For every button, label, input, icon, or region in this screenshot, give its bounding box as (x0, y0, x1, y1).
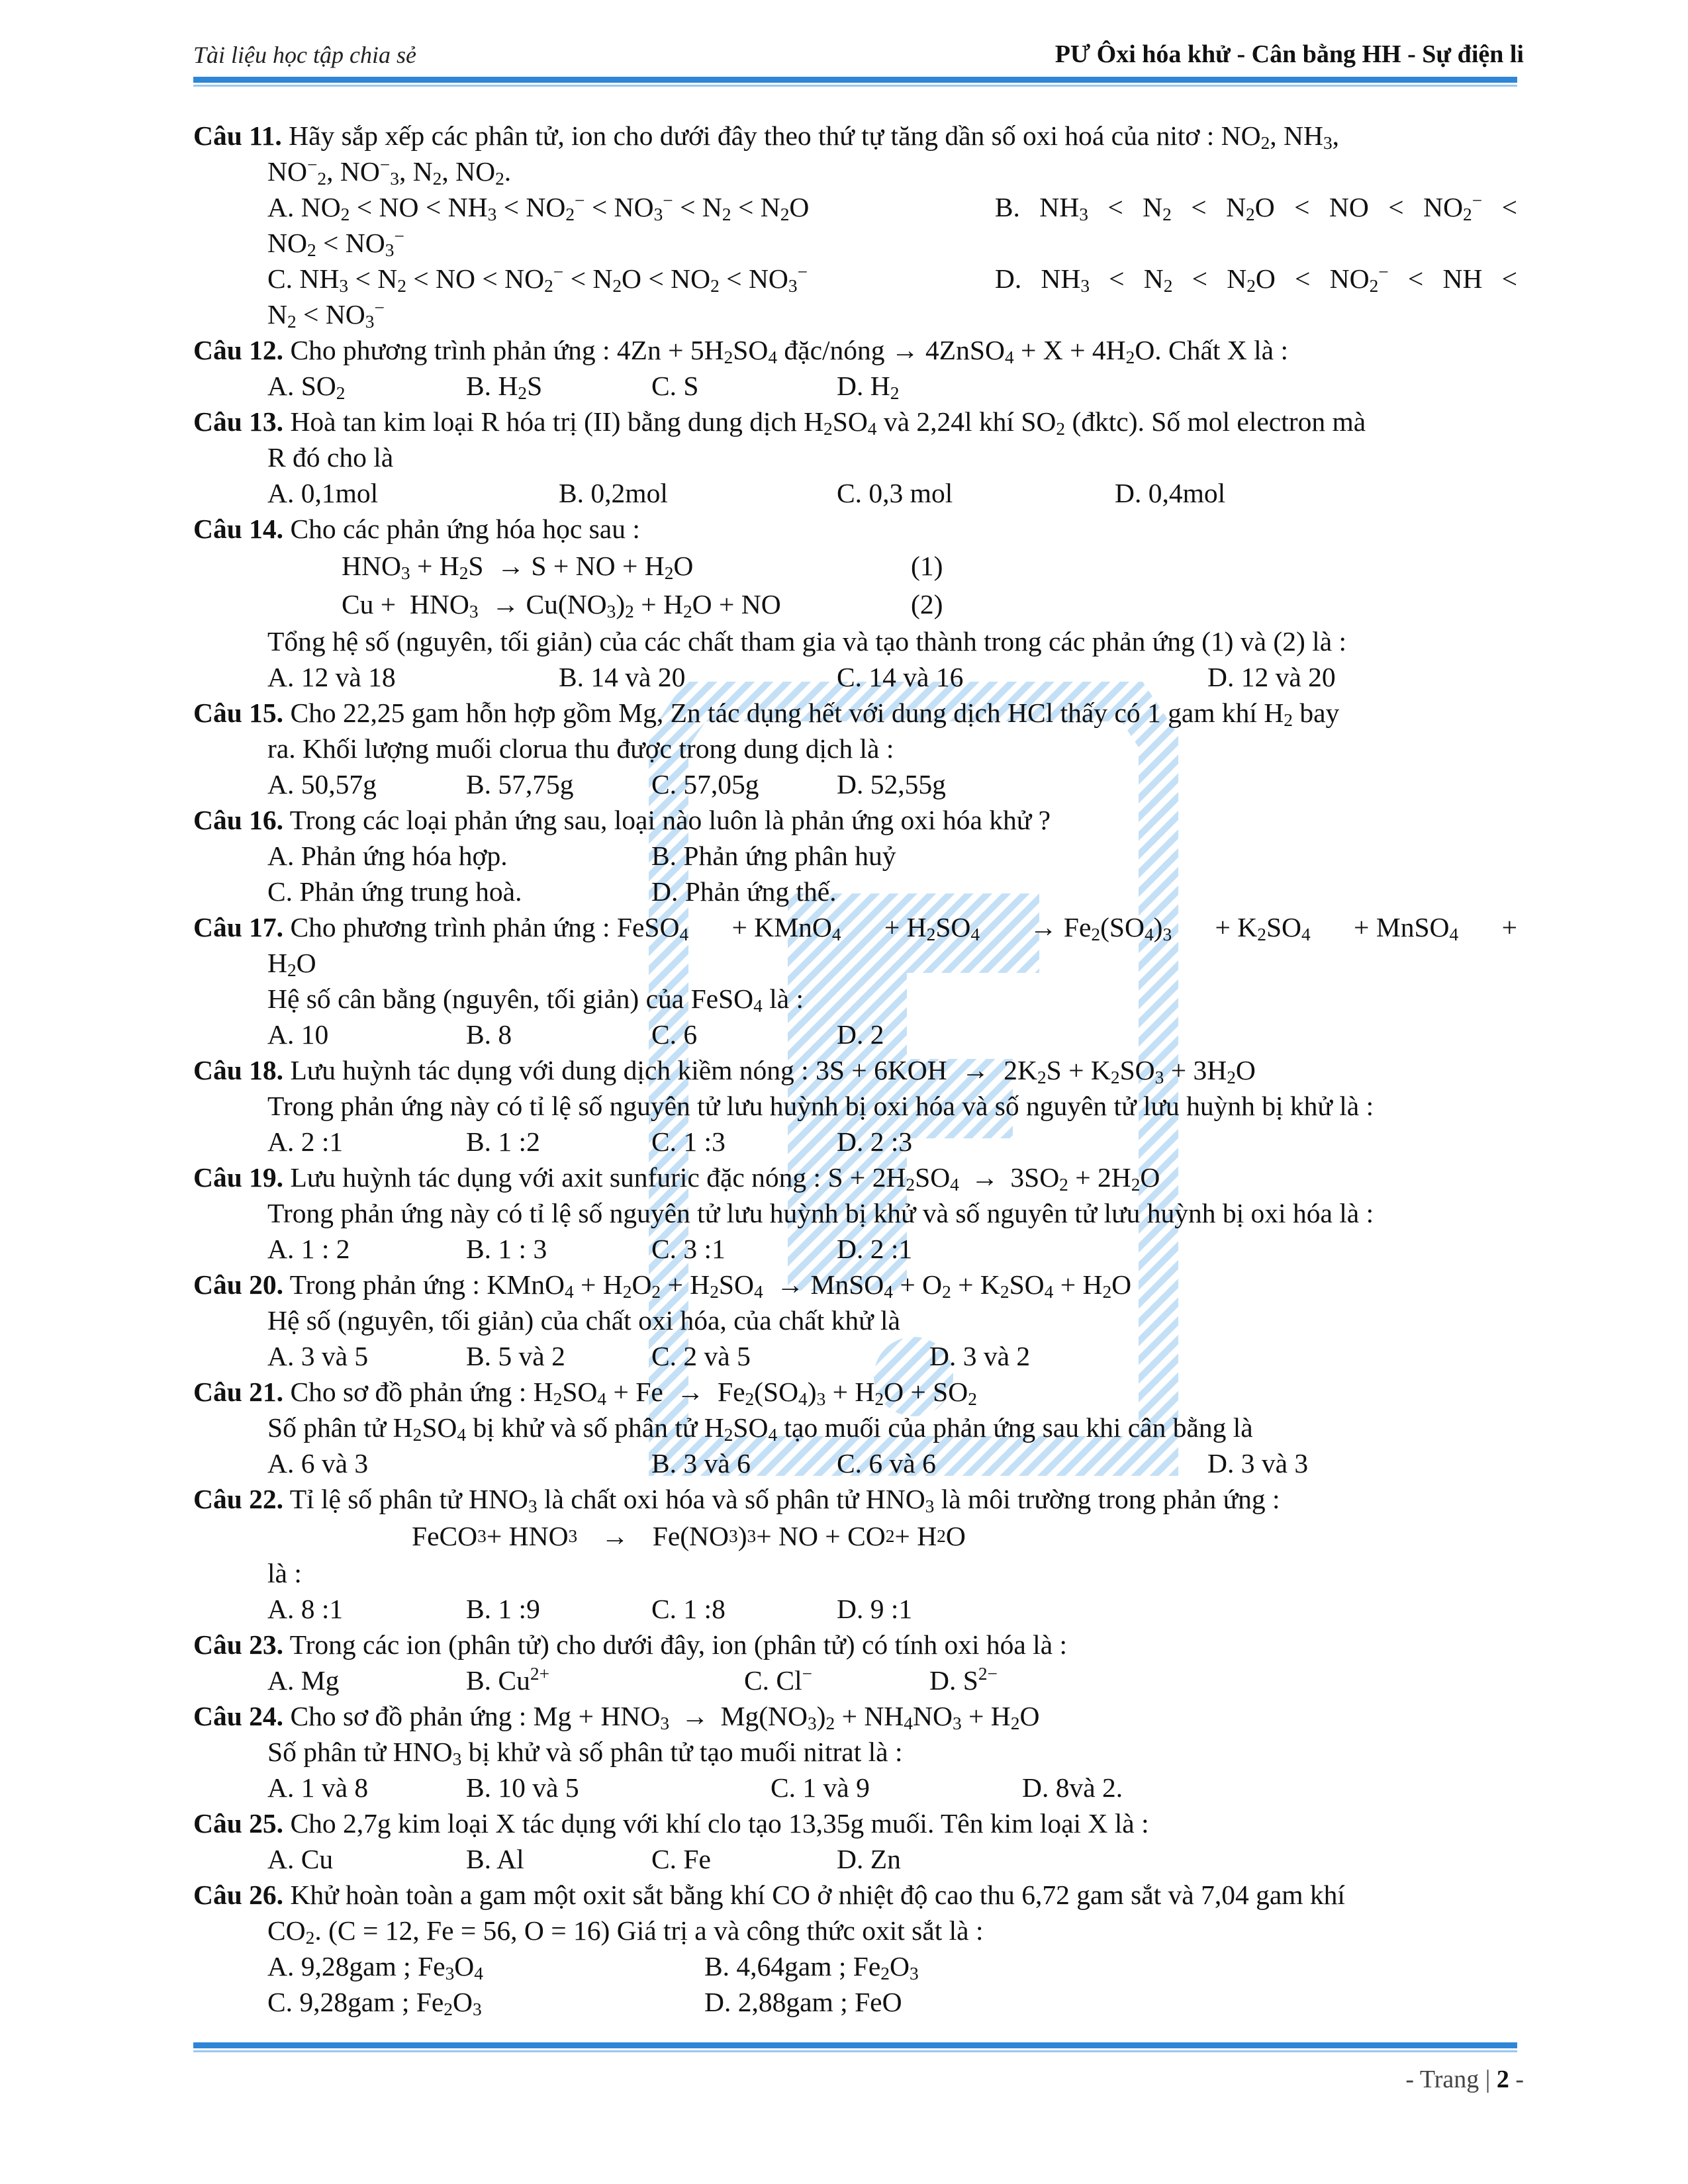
option-d[interactable]: D. 52,55g (837, 769, 946, 799)
option-b[interactable]: B. $Cu^{2+}$ (466, 1663, 550, 1696)
option-c[interactable]: C. 57,05g (651, 769, 759, 799)
option-b[interactable]: B. 3 và 6 (651, 1448, 751, 1479)
option-a[interactable]: A. 10 (267, 1019, 329, 1050)
question-stem: Câu 16. Trong các loại phản ứng sau, loại nào luôn là phản ứng oxi hóa khử ? (193, 805, 1051, 835)
question-19: Câu 19. Lưu huỳnh tác dụng với axit sunfuric đặc nóng : $S + 2H_2SO_4 \to 3SO_2 + 2H_2O$ Trong phản ứng này có tỉ lệ số nguyên tử lưu huỳnh bị khử và số nguyên tử lưu huỳnh bị oxi hóa là : A. 1 : 2 B. 1 : 3 C. 3 :1 D. 2 :1 (193, 1160, 1517, 1267)
option-b[interactable]: B. 1 :9 (466, 1594, 540, 1624)
options (193, 1948, 1517, 1984)
option-a[interactable]: A. 0,1mol (267, 478, 379, 508)
options (193, 838, 1517, 874)
question-number: Câu 20. (193, 1269, 284, 1300)
option-a[interactable]: A. Phản ứng hóa hợp. (267, 841, 508, 871)
options (193, 1770, 1517, 1805)
question-23 (193, 1627, 1517, 1698)
option-a[interactable]: A. Cu (267, 1844, 334, 1874)
options (193, 1841, 1517, 1877)
reaction-1: $HNO_3 + H_2S \to S$ + NO + $H_2O$ (1) (342, 551, 943, 584)
option-d[interactable]: D. $H_2$ (837, 371, 900, 404)
option-a[interactable]: A. 50,57g (267, 769, 377, 799)
option-d[interactable]: D. Phản ứng thế. (651, 876, 837, 907)
question-stem: Câu 11. Hãy sắp xếp các phân tử, ion cho dưới đây theo thứ tự tăng dần số oxi hoá của nitơ : $NO_2$, $NH_3$, (193, 120, 1340, 154)
question-stem: Câu 26. Khử hoàn toàn a gam một oxit sắt bằng khí CO ở nhiệt độ cao thu 6,72 gam sắt và 7,04 gam khí (193, 1880, 1345, 1910)
question-stem: Câu 23. Trong các ion (phân tử) cho dưới đây, ion (phân tử) có tính oxi hóa là : (193, 1629, 1068, 1660)
question-number: Câu 19. (193, 1162, 284, 1193)
option-a[interactable]: A. $SO_2$ (267, 371, 346, 404)
question-14: Câu 14. Cho các phản ứng hóa học sau : $HNO_3 + H_2S \to S$ + NO + $H_2O$ (1) $Cu + HNO_3 \to Cu(NO_3)_2 + H_2O$ + NO (2) Tổng hệ số (nguyên, tối giản) của các chất tham gia và tạo thành trong các phản ứng (1) và (2) là : A. 12 và 18 B. 14 và 20 C. 14 và 16 D. 12 và 20 (193, 511, 1517, 695)
option-b[interactable]: B. 4,64gam ; $Fe_2O_3$ (704, 1951, 919, 1984)
option-c[interactable]: C. 1 và 9 (771, 1772, 870, 1803)
option-c[interactable]: C. 1 :8 (651, 1594, 726, 1624)
reaction-2: $Cu + HNO_3 \to Cu(NO_3)_2 + H_2O$ + NO (2) (342, 589, 943, 622)
header-left: Tài liệu học tập chia sẻ (193, 42, 416, 68)
option-a[interactable]: A. 12 và 18 (267, 662, 396, 692)
options (193, 766, 1517, 802)
options (193, 1017, 1517, 1052)
option-c[interactable]: C. 6 (651, 1019, 698, 1050)
option-c[interactable]: C. S (651, 371, 699, 401)
question-21: Câu 21. Cho sơ đồ phản ứng : $H_2SO_4 + Fe \to Fe_2(SO_4)_3 + H_2O + SO_2$ Số phân tử $H_2SO_4$ bị khử và số phân tử $H_2SO_4$ tạo muối của phản ứng sau khi cân bằng là A. 6 và 3 B. 3 và 6 C. 6 và 6 D. 3 và 3 (193, 1374, 1517, 1481)
question-number: Câu 11. (193, 120, 282, 151)
question-number: Câu 23. (193, 1629, 284, 1660)
arrow-icon: → (677, 1377, 704, 1407)
question-stem: Câu 21. Cho sơ đồ phản ứng : $H_2SO_4 + Fe \to Fe_2(SO_4)_3 + H_2O + SO_2$ (193, 1377, 977, 1410)
option-a[interactable]: A. 3 và 5 (267, 1341, 369, 1371)
option-a[interactable]: A. 6 và 3 (267, 1448, 369, 1479)
option-d[interactable]: D. 0,4mol (1115, 478, 1226, 508)
option-a[interactable]: A. 1 và 8 (267, 1772, 369, 1803)
page-number: 2 (1496, 2066, 1509, 2093)
question-number: Câu 22. (193, 1484, 284, 1514)
option-d[interactable]: D. 12 và 20 (1207, 662, 1336, 692)
option-b[interactable]: B. 0,2mol (559, 478, 668, 508)
question-20: Câu 20. Trong phản ứng : KMnO$_4$ + $H_2O_2 + H_2SO_4$ → MnSO$_4$ + $O_2 + K_2SO_4 + H_2O$ Hệ số (nguyên, tối giản) của chất oxi hóa, của chất khử là A. 3 và 5 B. 5 và 2 C. 2 và 5 D. 3 và 2 (193, 1267, 1517, 1374)
option-d[interactable]: D. $S^{2-}$ (929, 1663, 998, 1696)
option-a[interactable]: A. 2 :1 (267, 1126, 344, 1157)
question-stem: Câu 17. Cho phương trình phản ứng : FeSO$_4$ + KMnO$_4$ + $H_2SO_4$ → $Fe_2(SO_4)_3$ + $K_2SO_4$ + MnSO$_4$ + (193, 912, 1517, 945)
options (193, 1338, 1517, 1374)
question-stem: Câu 19. Lưu huỳnh tác dụng với axit sunfuric đặc nóng : $S + 2H_2SO_4 \to 3SO_2 + 2H_2O$ (193, 1162, 1160, 1195)
options (193, 1445, 1517, 1481)
header-right: PƯ Ôxi hóa khử - Cân bằng HH - Sự điện li (1055, 40, 1524, 68)
option-d[interactable]: D. 3 và 2 (929, 1341, 1031, 1371)
option-b[interactable]: B. 5 và 2 (466, 1341, 565, 1371)
option-d[interactable]: D. Zn (837, 1844, 901, 1874)
options (193, 475, 1517, 511)
options (193, 1662, 1517, 1698)
option-d[interactable]: D. 2 (837, 1019, 884, 1050)
option-c[interactable]: C. 0,3 mol (837, 478, 953, 508)
option-b[interactable]: B. Phản ứng phân huỷ (651, 841, 896, 871)
question-24: Câu 24. Cho sơ đồ phản ứng : $Mg + HNO_3 \to Mg(NO_3)_2 + NH_4NO_3 + H_2O$ Số phân tử $HNO_3$ bị khử và số phân tử tạo muối nitrat là : A. 1 và 8 B. 10 và 5 C. 1 và 9 D. 8và 2. (193, 1698, 1517, 1805)
option-a[interactable]: A. Mg (267, 1665, 340, 1696)
question-stem: Câu 15. Cho 22,25 gam hỗn hợp gồm Mg, Zn tác dụng hết với dung dịch HCl thấy có 1 gam khí $H_2$ bay (193, 698, 1340, 731)
option-d[interactable]: D. 9 :1 (837, 1594, 913, 1624)
option-c[interactable]: C. 14 và 16 (837, 662, 964, 692)
question-stem: Câu 13. Hoà tan kim loại R hóa trị (II) bằng dung dịch $H_2SO_4$ và 2,24l khí $SO_2$ (đktc). Số mol electron mà (193, 406, 1366, 439)
arrow-icon: → (601, 1521, 629, 1551)
arrow-icon: → (496, 551, 525, 581)
question-25 (193, 1805, 1517, 1877)
question-number: Câu 13. (193, 406, 284, 437)
question-15: Câu 15. Cho 22,25 gam hỗn hợp gồm Mg, Zn tác dụng hết với dung dịch HCl thấy có 1 gam khí $H_2$ bay ra. Khối lượng muối clorua thu được trong dung dịch là : A. 50,57g B. 57,75g C. 57,05g D. 52,55g (193, 695, 1517, 802)
option-b[interactable]: B. $H_2S$ (466, 371, 543, 404)
option-d[interactable]: D. 3 và 3 (1207, 1448, 1309, 1479)
question-stem: Câu 12. Cho phương trình phản ứng : $4Zn + 5H_2SO_4$ đặc/nóng → 4ZnSO$_4$ + $X + 4H_2O$. Chất X là : (193, 335, 1289, 368)
arrow-icon: → (961, 1055, 990, 1085)
question-number: Câu 15. (193, 698, 284, 728)
options (193, 874, 1517, 909)
option-b[interactable]: B. 14 và 20 (559, 662, 686, 692)
option-a[interactable]: A. 8 :1 (267, 1594, 344, 1624)
arrow-icon: → (891, 335, 919, 365)
question-13: Câu 13. Hoà tan kim loại R hóa trị (II) bằng dung dịch $H_2SO_4$ và 2,24l khí $SO_2$ (đktc). Số mol electron mà R đó cho là A. 0,1mol B. 0,2mol C. 0,3 mol D. 0,4mol (193, 404, 1517, 511)
question-22: Câu 22. Tỉ lệ số phân tử $HNO_3$ là chất oxi hóa và số phân tử $HNO_3$ là môi trường trong phản ứng : FeCO 3 + HNO 3 → Fe(NO 3 ) 3 + NO + CO 2 + H 2 O là : A. 8 :1 B. 1 :9 C. 1 :8 D. 9 :1 (193, 1481, 1517, 1627)
question-number: Câu 14. (193, 514, 284, 544)
header-rule (193, 77, 1517, 83)
question-number: Câu 17. (193, 912, 284, 942)
question-stem: Câu 24. Cho sơ đồ phản ứng : $Mg + HNO_3 \to Mg(NO_3)_2 + NH_4NO_3 + H_2O$ (193, 1701, 1040, 1734)
question-16 (193, 802, 1517, 909)
option-d[interactable]: D. 8và 2. (1022, 1772, 1123, 1803)
question-stem: Câu 22. Tỉ lệ số phân tử $HNO_3$ là chất oxi hóa và số phân tử $HNO_3$ là môi trường trong phản ứng : (193, 1484, 1280, 1517)
question-26: Câu 26. Khử hoàn toàn a gam một oxit sắt bằng khí CO ở nhiệt độ cao thu 6,72 gam sắt và 7,04 gam khí $CO_2$. (C = 12, Fe = 56, O = 16) Giá trị a và công thức oxit sắt là : A. 9,28gam ; $Fe_3O_4$ B. 4,64gam ; $Fe_2O_3$ C. 9,28gam ; $Fe_2O_3$ D. 2,88gam ; FeO (193, 1877, 1517, 2020)
option-c[interactable]: C. 6 và 6 (837, 1448, 936, 1479)
option-d[interactable]: D. 2 :1 (837, 1234, 913, 1264)
arrow-icon: → (681, 1701, 709, 1731)
question-18: Câu 18. Lưu huỳnh tác dụng với dung dịch kiềm nóng : $3S + 6KOH \to 2K_2S + K_2SO_3 + 3H_2O$ Trong phản ứng này có tỉ lệ số nguyên tử lưu huỳnh bị oxi hóa và số nguyên tử lưu huỳnh bị khử là : A. 2 :1 B. 1 :2 C. 1 :3 D. 2 :3 (193, 1052, 1517, 1160)
question-list (193, 118, 1517, 2020)
question-stem: Câu 14. Cho các phản ứng hóa học sau : (193, 514, 640, 544)
option-c[interactable]: C. Cl− (744, 1663, 813, 1696)
question-number: Câu 21. (193, 1377, 284, 1407)
option-c[interactable]: C. Phản ứng trung hoà. (267, 876, 522, 907)
option-b[interactable]: B. 57,75g (466, 769, 574, 799)
footer-rule (193, 2042, 1517, 2048)
question-stem: Câu 25. Cho 2,7g kim loại X tác dụng với khí clo tạo 13,35g muối. Tên kim loại X là : (193, 1808, 1149, 1839)
question-stem: Câu 20. Trong phản ứng : KMnO$_4$ + $H_2O_2 + H_2SO_4$ → MnSO$_4$ + $O_2 + K_2SO_4 + H_2O$ (193, 1269, 1132, 1302)
option-d[interactable]: D. 2,88gam ; FeO (704, 1987, 902, 2017)
options (193, 1124, 1517, 1160)
question-number: Câu 18. (193, 1055, 284, 1085)
question-stem: Câu 18. Lưu huỳnh tác dụng với dung dịch kiềm nóng : $3S + 6KOH \to 2K_2S + K_2SO_3 + 3H_2O$ (193, 1055, 1256, 1088)
question-number: Câu 26. (193, 1880, 284, 1910)
question-number: Câu 25. (193, 1808, 284, 1839)
option-b[interactable]: B. $NH_3 < N_2 < N_2O$ < NO < $NO_2^-$ < (994, 190, 1518, 225)
question-number: Câu 12. (193, 335, 284, 365)
footer-rule-thin (193, 2050, 1517, 2052)
arrow-icon: → (776, 1269, 804, 1300)
options (193, 1591, 1517, 1627)
header-rule-thin (193, 85, 1517, 87)
option-b[interactable]: B. 1 : 3 (466, 1234, 547, 1264)
option-b[interactable]: B. 1 :2 (466, 1126, 540, 1157)
options (193, 1984, 1517, 2020)
option-b[interactable]: B. Al (466, 1844, 524, 1874)
option-b[interactable]: B. 10 và 5 (466, 1772, 579, 1803)
question-17: Câu 17. Cho phương trình phản ứng : FeSO$_4$ + KMnO$_4$ + $H_2SO_4$ → $Fe_2(SO_4)_3$ + $K_2SO_4$ + MnSO$_4$ + $H_2O$ Hệ số cân bằng (nguyên, tối giản) của FeSO$_4$ là : A. 10 B. 8 C. 6 D. 2 (193, 909, 1517, 1052)
option-d[interactable]: D. $NH_3 < N_2 < N_2O < NO_2^-$ < NH < (994, 261, 1518, 296)
question-11: Câu 11. Hãy sắp xếp các phân tử, ion cho dưới đây theo thứ tự tăng dần số oxi hoá của nitơ : $NO_2$, $NH_3$, $NO^-_2$, $NO^-_3$, $N_2$, $NO_2$. A. $NO_2$ < NO < $NH_3 < NO_2^- < NO_3^- < N_2 < N_2O$ B. $NH_3 < N_2 < N_2O$ < NO < $NO_2^-$ < $NO_2 < NO_3^-$ C. $NH_3 < N_2$ < NO < $NO_2^- < N_2O < NO_2 < NO_3^-$ D. $NH_3 < N_2 < N_2O < NO_2^-$ < NH < $N_2 < NO_3^-$ (193, 118, 1517, 332)
option-c[interactable]: C. 1 :3 (651, 1126, 726, 1157)
options (193, 1231, 1517, 1267)
question-number: Câu 16. (193, 805, 284, 835)
option-a[interactable]: A. $NO_2$ < NO < $NH_3 < NO_2^- < NO_3^- < N_2 < N_2O$ (267, 190, 810, 225)
option-c[interactable]: C. $NH_3 < N_2$ < NO < $NO_2^- < N_2O < NO_2 < NO_3^-$ (267, 261, 808, 296)
options (193, 659, 1517, 695)
option-d[interactable]: D. 2 :3 (837, 1126, 913, 1157)
option-c[interactable]: C. 9,28gam ; $Fe_2O_3$ (267, 1987, 482, 2020)
option-c[interactable]: C. Fe (651, 1844, 711, 1874)
page-footer: - Trang | 2 - (1405, 2066, 1524, 2093)
option-c[interactable]: C. 3 :1 (651, 1234, 726, 1264)
question-number: Câu 24. (193, 1701, 284, 1731)
arrow-icon: → (1029, 912, 1057, 942)
options (193, 368, 1517, 404)
option-c[interactable]: C. 2 và 5 (651, 1341, 751, 1371)
reaction: FeCO 3 + HNO 3 → Fe(NO 3 ) 3 + NO + CO 2 + H 2 O (193, 1517, 1517, 1555)
option-b[interactable]: B. 8 (466, 1019, 512, 1050)
arrow-icon: → (491, 589, 520, 619)
arrow-icon: → (970, 1162, 999, 1193)
option-a[interactable]: A. 1 : 2 (267, 1234, 350, 1264)
option-a[interactable]: A. 9,28gam ; $Fe_3O_4$ (267, 1951, 483, 1984)
question-12 (193, 332, 1517, 404)
